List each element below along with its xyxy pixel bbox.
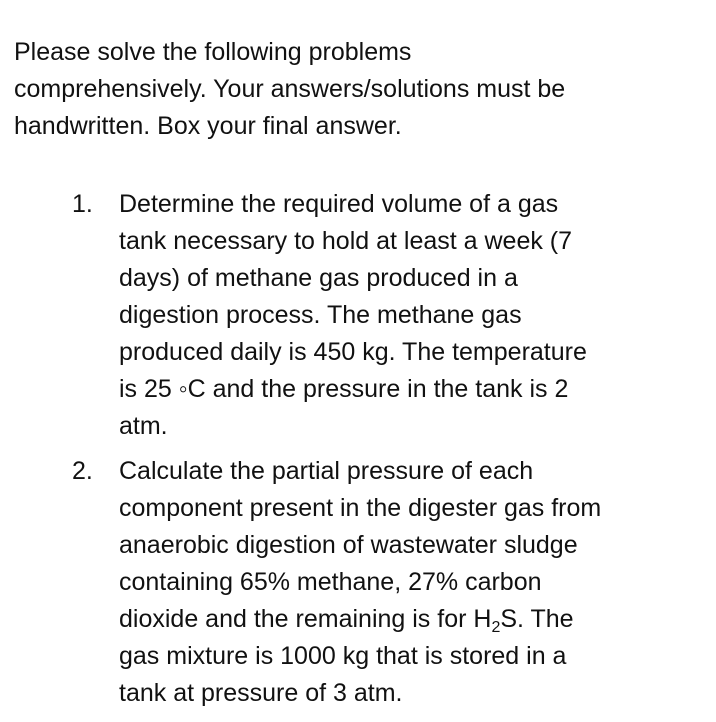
problem-line: gas mixture is 1000 kg that is stored in a xyxy=(119,642,567,670)
problem-line: component present in the digester gas from xyxy=(119,494,602,522)
instructions-paragraph xyxy=(14,34,704,145)
problem-line: anaerobic digestion of wastewater sludge xyxy=(119,531,578,559)
instructions-line: comprehensively. Your answers/solutions must be xyxy=(14,75,566,103)
formula-subscript: 2 xyxy=(491,619,501,636)
problem-line-with-formula xyxy=(119,601,709,638)
problem-line: is 25 ◦C and the pressure in the tank is 2 xyxy=(119,375,569,403)
problem-line: Determine the required volume of a gas xyxy=(119,190,559,218)
problem-number: 2. xyxy=(72,457,93,485)
instructions-line: handwritten. Box your final answer. xyxy=(14,112,402,140)
problem-number: 1. xyxy=(72,190,93,218)
formula-text-before: dioxide and the remaining is for H xyxy=(119,605,492,633)
problem-line: tank necessary to hold at least a week (7 xyxy=(119,227,573,255)
problem-line: digestion process. The methane gas xyxy=(119,301,522,329)
formula-text-after: S. The xyxy=(500,605,574,633)
problem-text xyxy=(119,453,709,712)
problem-line: days) of methane gas produced in a xyxy=(119,264,518,292)
problem-line: Calculate the partial pressure of each xyxy=(119,457,534,485)
instructions-line: Please solve the following problems xyxy=(14,38,412,66)
problem-line: produced daily is 450 kg. The temperature xyxy=(119,338,587,366)
problem-line: containing 65% methane, 27% carbon xyxy=(119,568,542,596)
problem-line: atm. xyxy=(119,412,168,440)
problem-line: tank at pressure of 3 atm. xyxy=(119,679,403,707)
problem-text xyxy=(119,186,709,445)
